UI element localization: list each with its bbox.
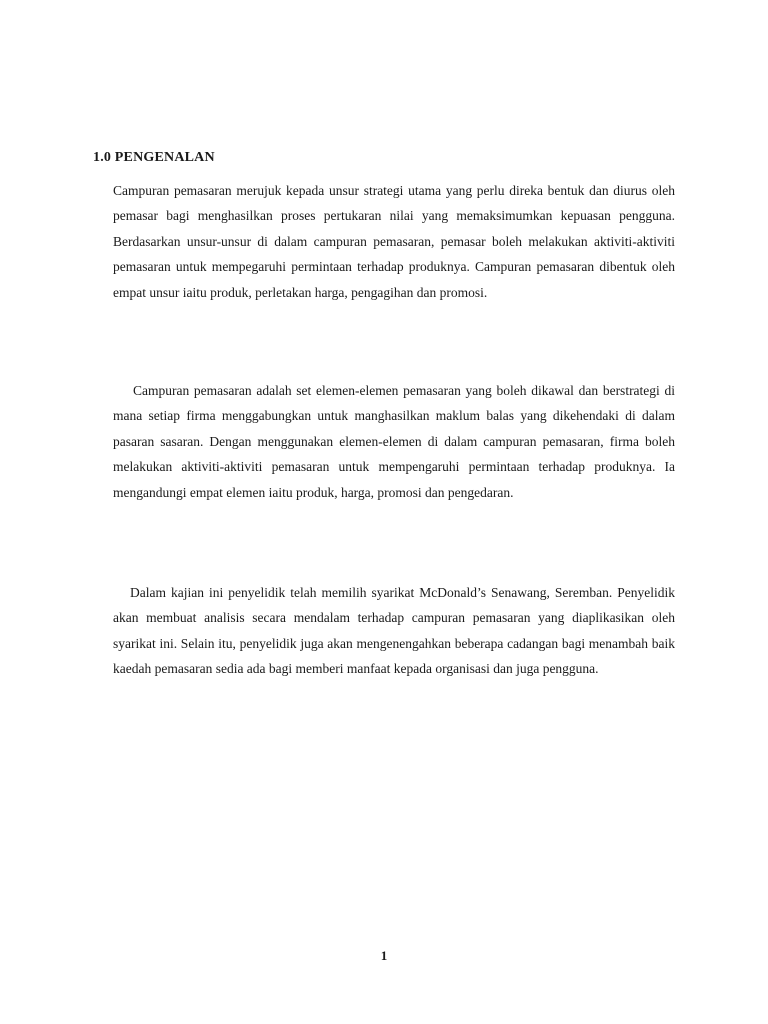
paragraph-marketing-mix-definition: Campuran pemasaran adalah set elemen-elemen pemasaran yang boleh dikawal dan berstrategi di mana setiap firma menggabungkan untuk manghasilkan maklum balas yang dikehendaki di dalam pasaran sasaran. Dengan menggunakan elemen-elemen di dalam campuran pemasaran, firma boleh melakukan aktiviti-aktiviti pemasaran untuk mempengaruhi permintaan terhadap produknya. Ia mengandungi empat elemen iaitu produk, harga, promosi dan pengedaran.	[113, 383, 675, 500]
paragraph-study-scope: Dalam kajian ini penyelidik telah memilih syarikat McDonald’s Senawang, Seremban. Penyelidik akan membuat analisis secara mendalam terhadap campuran pemasaran yang diaplikasikan oleh syarikat ini. Selain itu, penyelidik juga akan mengenengahkan beberapa cadangan bagi menambah baik kaedah pemasaran sedia ada bagi memberi manfaat kepada organisasi dan juga pengguna.	[113, 585, 675, 677]
section-heading: 1.0 PENGENALAN	[93, 150, 215, 165]
page-number: 1	[380, 948, 388, 963]
paragraph-introduction: Campuran pemasaran merujuk kepada unsur strategi utama yang perlu direka bentuk dan diurus oleh pemasar bagi menghasilkan proses pertukaran nilai yang memaksimumkan kepuasan pengguna. Berdasarkan unsur-unsur di dalam campuran pemasaran, pemasar boleh melakukan aktiviti-aktiviti pemasaran untuk mempegaruhi permintaan terhadap produknya. Campuran pemasaran dibentuk oleh empat unsur iaitu produk, perletakan harga, pengagihan dan promosi.	[113, 183, 675, 300]
